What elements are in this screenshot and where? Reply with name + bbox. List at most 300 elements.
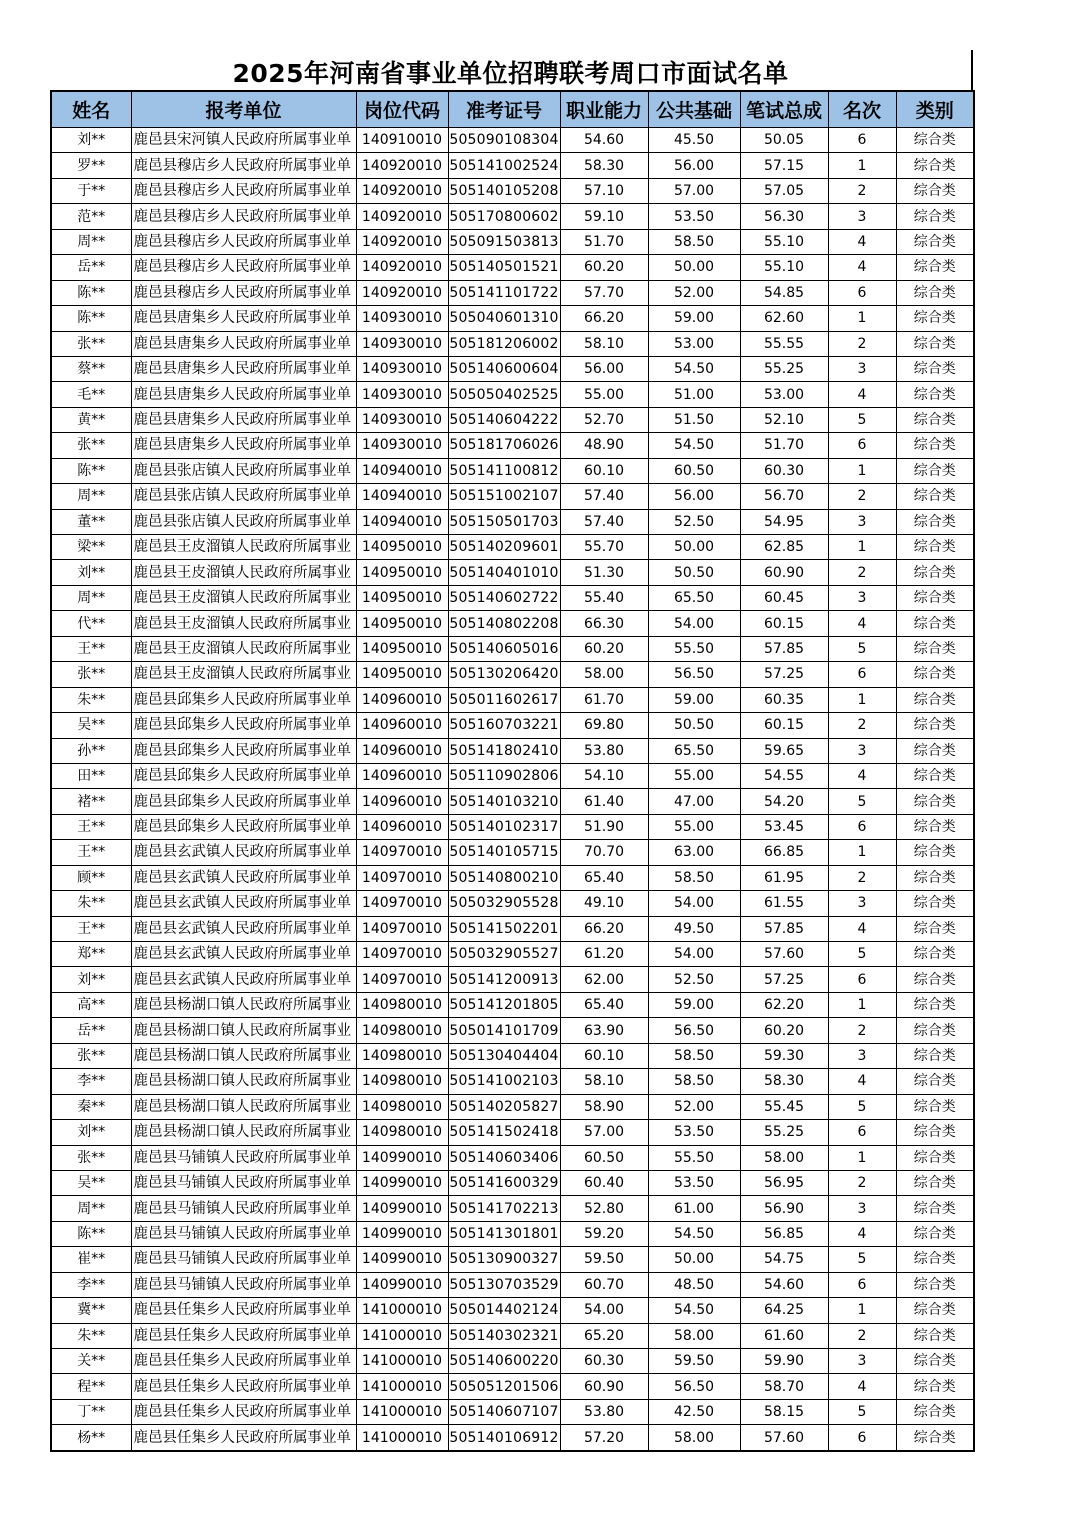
- cell-exam-id[interactable]: 505140802208: [448, 611, 560, 636]
- cell-professional-score[interactable]: 65.20: [560, 1323, 648, 1348]
- table-row[interactable]: [51, 814, 974, 839]
- cell-unit[interactable]: 鹿邑县唐集乡人民政府所属事业单: [131, 433, 356, 458]
- cell-basic-score[interactable]: 51.00: [648, 382, 740, 407]
- cell-unit[interactable]: 鹿邑县玄武镇人民政府所属事业单: [131, 891, 356, 916]
- cell-rank[interactable]: 4: [828, 255, 896, 280]
- cell-post-code[interactable]: 140990010: [356, 1170, 448, 1195]
- cell-name[interactable]: 张**: [51, 1145, 131, 1170]
- table-row[interactable]: [51, 382, 974, 407]
- cell-post-code[interactable]: 140950010: [356, 560, 448, 585]
- cell-rank[interactable]: 1: [828, 458, 896, 483]
- cell-category[interactable]: 综合类: [896, 1120, 974, 1145]
- header-professional-score[interactable]: 职业能力: [560, 91, 648, 128]
- cell-exam-id[interactable]: 505140102317: [448, 814, 560, 839]
- cell-written-total[interactable]: 53.00: [740, 382, 828, 407]
- cell-name[interactable]: 刘**: [51, 967, 131, 992]
- cell-name[interactable]: 陈**: [51, 280, 131, 305]
- cell-written-total[interactable]: 62.60: [740, 306, 828, 331]
- cell-name[interactable]: 王**: [51, 636, 131, 661]
- cell-basic-score[interactable]: 65.50: [648, 585, 740, 610]
- cell-basic-score[interactable]: 59.50: [648, 1349, 740, 1374]
- cell-exam-id[interactable]: 505141002524: [448, 153, 560, 178]
- cell-exam-id[interactable]: 505141802410: [448, 738, 560, 763]
- header-rank[interactable]: 名次: [828, 91, 896, 128]
- cell-exam-id[interactable]: 505140209601: [448, 535, 560, 560]
- cell-category[interactable]: 综合类: [896, 153, 974, 178]
- cell-basic-score[interactable]: 54.50: [648, 433, 740, 458]
- cell-professional-score[interactable]: 58.90: [560, 1094, 648, 1119]
- cell-basic-score[interactable]: 48.50: [648, 1272, 740, 1297]
- cell-professional-score[interactable]: 54.60: [560, 128, 648, 153]
- cell-professional-score[interactable]: 56.00: [560, 356, 648, 381]
- table-row[interactable]: [51, 1349, 974, 1374]
- cell-rank[interactable]: 2: [828, 484, 896, 509]
- header-name[interactable]: 姓名: [51, 91, 131, 128]
- cell-post-code[interactable]: 140990010: [356, 1221, 448, 1246]
- table-row[interactable]: [51, 1145, 974, 1170]
- table-row[interactable]: [51, 916, 974, 941]
- cell-rank[interactable]: 1: [828, 840, 896, 865]
- cell-category[interactable]: 综合类: [896, 611, 974, 636]
- cell-professional-score[interactable]: 51.70: [560, 229, 648, 254]
- cell-unit[interactable]: 鹿邑县穆店乡人民政府所属事业单: [131, 229, 356, 254]
- cell-exam-id[interactable]: 505011602617: [448, 687, 560, 712]
- cell-unit[interactable]: 鹿邑县邱集乡人民政府所属事业单: [131, 789, 356, 814]
- cell-category[interactable]: 综合类: [896, 128, 974, 153]
- cell-name[interactable]: 李**: [51, 1272, 131, 1297]
- cell-basic-score[interactable]: 50.50: [648, 713, 740, 738]
- cell-professional-score[interactable]: 60.10: [560, 458, 648, 483]
- cell-unit[interactable]: 鹿邑县邱集乡人民政府所属事业单: [131, 738, 356, 763]
- cell-written-total[interactable]: 55.10: [740, 255, 828, 280]
- cell-professional-score[interactable]: 60.70: [560, 1272, 648, 1297]
- cell-written-total[interactable]: 54.60: [740, 1272, 828, 1297]
- cell-rank[interactable]: 1: [828, 1145, 896, 1170]
- cell-unit[interactable]: 鹿邑县马铺镇人民政府所属事业单: [131, 1221, 356, 1246]
- cell-professional-score[interactable]: 58.10: [560, 331, 648, 356]
- cell-unit[interactable]: 鹿邑县马铺镇人民政府所属事业单: [131, 1247, 356, 1272]
- cell-rank[interactable]: 6: [828, 967, 896, 992]
- cell-basic-score[interactable]: 54.50: [648, 356, 740, 381]
- cell-name[interactable]: 杨**: [51, 1425, 131, 1451]
- cell-professional-score[interactable]: 57.70: [560, 280, 648, 305]
- cell-professional-score[interactable]: 65.40: [560, 992, 648, 1017]
- cell-name[interactable]: 周**: [51, 1196, 131, 1221]
- cell-category[interactable]: 综合类: [896, 967, 974, 992]
- cell-category[interactable]: 综合类: [896, 407, 974, 432]
- cell-name[interactable]: 张**: [51, 331, 131, 356]
- cell-exam-id[interactable]: 505140205827: [448, 1094, 560, 1119]
- cell-post-code[interactable]: 140950010: [356, 585, 448, 610]
- cell-post-code[interactable]: 140970010: [356, 865, 448, 890]
- table-row[interactable]: [51, 484, 974, 509]
- cell-basic-score[interactable]: 58.50: [648, 229, 740, 254]
- cell-basic-score[interactable]: 58.00: [648, 1425, 740, 1451]
- cell-rank[interactable]: 6: [828, 814, 896, 839]
- cell-unit[interactable]: 鹿邑县玄武镇人民政府所属事业单: [131, 865, 356, 890]
- table-row[interactable]: [51, 1120, 974, 1145]
- cell-rank[interactable]: 5: [828, 1399, 896, 1424]
- cell-rank[interactable]: 6: [828, 128, 896, 153]
- cell-written-total[interactable]: 59.30: [740, 1043, 828, 1068]
- table-row[interactable]: [51, 636, 974, 661]
- table-row[interactable]: [51, 229, 974, 254]
- cell-post-code[interactable]: 141000010: [356, 1298, 448, 1323]
- cell-professional-score[interactable]: 65.40: [560, 865, 648, 890]
- cell-basic-score[interactable]: 55.50: [648, 1145, 740, 1170]
- cell-rank[interactable]: 3: [828, 1043, 896, 1068]
- cell-unit[interactable]: 鹿邑县穆店乡人民政府所属事业单: [131, 280, 356, 305]
- cell-category[interactable]: 综合类: [896, 229, 974, 254]
- cell-exam-id[interactable]: 505130206420: [448, 662, 560, 687]
- cell-exam-id[interactable]: 505140800210: [448, 865, 560, 890]
- cell-basic-score[interactable]: 56.00: [648, 484, 740, 509]
- table-row[interactable]: [51, 535, 974, 560]
- cell-category[interactable]: 综合类: [896, 891, 974, 916]
- cell-unit[interactable]: 鹿邑县任集乡人民政府所属事业单: [131, 1374, 356, 1399]
- cell-post-code[interactable]: 140970010: [356, 916, 448, 941]
- cell-unit[interactable]: 鹿邑县玄武镇人民政府所属事业单: [131, 967, 356, 992]
- cell-basic-score[interactable]: 61.00: [648, 1196, 740, 1221]
- cell-post-code[interactable]: 140930010: [356, 356, 448, 381]
- cell-rank[interactable]: 6: [828, 662, 896, 687]
- cell-unit[interactable]: 鹿邑县王皮溜镇人民政府所属事业: [131, 560, 356, 585]
- cell-exam-id[interactable]: 505140600604: [448, 356, 560, 381]
- cell-exam-id[interactable]: 505050402525: [448, 382, 560, 407]
- cell-post-code[interactable]: 140920010: [356, 229, 448, 254]
- cell-unit[interactable]: 鹿邑县杨湖口镇人民政府所属事业: [131, 992, 356, 1017]
- cell-rank[interactable]: 3: [828, 1196, 896, 1221]
- cell-name[interactable]: 朱**: [51, 687, 131, 712]
- cell-written-total[interactable]: 60.30: [740, 458, 828, 483]
- cell-category[interactable]: 综合类: [896, 1349, 974, 1374]
- table-row[interactable]: [51, 1247, 974, 1272]
- cell-category[interactable]: 综合类: [896, 1221, 974, 1246]
- cell-unit[interactable]: 鹿邑县杨湖口镇人民政府所属事业: [131, 1094, 356, 1119]
- cell-exam-id[interactable]: 505141002103: [448, 1069, 560, 1094]
- cell-written-total[interactable]: 58.15: [740, 1399, 828, 1424]
- cell-category[interactable]: 综合类: [896, 356, 974, 381]
- table-row[interactable]: [51, 763, 974, 788]
- cell-post-code[interactable]: 140980010: [356, 1018, 448, 1043]
- table-row[interactable]: [51, 1018, 974, 1043]
- cell-exam-id[interactable]: 505032905527: [448, 942, 560, 967]
- cell-unit[interactable]: 鹿邑县玄武镇人民政府所属事业单: [131, 942, 356, 967]
- cell-name[interactable]: 关**: [51, 1349, 131, 1374]
- cell-basic-score[interactable]: 55.00: [648, 763, 740, 788]
- cell-basic-score[interactable]: 58.50: [648, 1043, 740, 1068]
- cell-professional-score[interactable]: 60.30: [560, 1349, 648, 1374]
- cell-rank[interactable]: 2: [828, 331, 896, 356]
- cell-exam-id[interactable]: 505181706026: [448, 433, 560, 458]
- header-exam-id[interactable]: 准考证号: [448, 91, 560, 128]
- cell-unit[interactable]: 鹿邑县马铺镇人民政府所属事业单: [131, 1272, 356, 1297]
- cell-unit[interactable]: 鹿邑县穆店乡人民政府所属事业单: [131, 178, 356, 203]
- cell-professional-score[interactable]: 58.30: [560, 153, 648, 178]
- cell-rank[interactable]: 6: [828, 280, 896, 305]
- cell-professional-score[interactable]: 60.40: [560, 1170, 648, 1195]
- table-row[interactable]: [51, 178, 974, 203]
- cell-written-total[interactable]: 55.10: [740, 229, 828, 254]
- cell-unit[interactable]: 鹿邑县马铺镇人民政府所属事业单: [131, 1170, 356, 1195]
- cell-name[interactable]: 崔**: [51, 1247, 131, 1272]
- cell-name[interactable]: 王**: [51, 916, 131, 941]
- cell-unit[interactable]: 鹿邑县唐集乡人民政府所属事业单: [131, 306, 356, 331]
- cell-exam-id[interactable]: 505140105208: [448, 178, 560, 203]
- cell-written-total[interactable]: 56.70: [740, 484, 828, 509]
- cell-category[interactable]: 综合类: [896, 382, 974, 407]
- cell-rank[interactable]: 3: [828, 509, 896, 534]
- cell-unit[interactable]: 鹿邑县玄武镇人民政府所属事业单: [131, 840, 356, 865]
- table-row[interactable]: [51, 306, 974, 331]
- cell-unit[interactable]: 鹿邑县穆店乡人民政府所属事业单: [131, 153, 356, 178]
- cell-post-code[interactable]: 141000010: [356, 1374, 448, 1399]
- cell-written-total[interactable]: 56.85: [740, 1221, 828, 1246]
- table-row[interactable]: [51, 1272, 974, 1297]
- cell-unit[interactable]: 鹿邑县张店镇人民政府所属事业单: [131, 509, 356, 534]
- cell-exam-id[interactable]: 505032905528: [448, 891, 560, 916]
- cell-category[interactable]: 综合类: [896, 433, 974, 458]
- cell-category[interactable]: 综合类: [896, 178, 974, 203]
- cell-unit[interactable]: 鹿邑县穆店乡人民政府所属事业单: [131, 255, 356, 280]
- table-row[interactable]: [51, 713, 974, 738]
- cell-unit[interactable]: 鹿邑县邱集乡人民政府所属事业单: [131, 713, 356, 738]
- cell-basic-score[interactable]: 52.00: [648, 280, 740, 305]
- cell-post-code[interactable]: 140980010: [356, 1120, 448, 1145]
- cell-professional-score[interactable]: 70.70: [560, 840, 648, 865]
- cell-category[interactable]: 综合类: [896, 204, 974, 229]
- table-row[interactable]: [51, 1323, 974, 1348]
- cell-exam-id[interactable]: 505140103210: [448, 789, 560, 814]
- cell-name[interactable]: 罗**: [51, 153, 131, 178]
- cell-basic-score[interactable]: 53.50: [648, 204, 740, 229]
- cell-unit[interactable]: 鹿邑县王皮溜镇人民政府所属事业: [131, 611, 356, 636]
- cell-name[interactable]: 吴**: [51, 713, 131, 738]
- cell-exam-id[interactable]: 505130703529: [448, 1272, 560, 1297]
- cell-rank[interactable]: 6: [828, 433, 896, 458]
- cell-name[interactable]: 田**: [51, 763, 131, 788]
- cell-unit[interactable]: 鹿邑县唐集乡人民政府所属事业单: [131, 407, 356, 432]
- cell-written-total[interactable]: 55.55: [740, 331, 828, 356]
- cell-professional-score[interactable]: 54.10: [560, 763, 648, 788]
- cell-written-total[interactable]: 56.30: [740, 204, 828, 229]
- cell-professional-score[interactable]: 61.70: [560, 687, 648, 712]
- cell-basic-score[interactable]: 50.50: [648, 560, 740, 585]
- cell-unit[interactable]: 鹿邑县王皮溜镇人民政府所属事业: [131, 535, 356, 560]
- cell-rank[interactable]: 3: [828, 1349, 896, 1374]
- cell-category[interactable]: 综合类: [896, 1196, 974, 1221]
- cell-written-total[interactable]: 52.10: [740, 407, 828, 432]
- cell-post-code[interactable]: 140910010: [356, 128, 448, 153]
- cell-name[interactable]: 孙**: [51, 738, 131, 763]
- cell-unit[interactable]: 鹿邑县唐集乡人民政府所属事业单: [131, 382, 356, 407]
- cell-basic-score[interactable]: 55.50: [648, 636, 740, 661]
- cell-professional-score[interactable]: 60.20: [560, 636, 648, 661]
- cell-unit[interactable]: 鹿邑县任集乡人民政府所属事业单: [131, 1323, 356, 1348]
- cell-rank[interactable]: 5: [828, 1094, 896, 1119]
- cell-name[interactable]: 刘**: [51, 560, 131, 585]
- cell-rank[interactable]: 5: [828, 942, 896, 967]
- cell-exam-id[interactable]: 505170800602: [448, 204, 560, 229]
- cell-rank[interactable]: 3: [828, 204, 896, 229]
- cell-basic-score[interactable]: 50.00: [648, 535, 740, 560]
- cell-professional-score[interactable]: 66.30: [560, 611, 648, 636]
- cell-category[interactable]: 综合类: [896, 1323, 974, 1348]
- cell-name[interactable]: 范**: [51, 204, 131, 229]
- cell-written-total[interactable]: 60.90: [740, 560, 828, 585]
- cell-basic-score[interactable]: 42.50: [648, 1399, 740, 1424]
- cell-exam-id[interactable]: 505141702213: [448, 1196, 560, 1221]
- cell-unit[interactable]: 鹿邑县杨湖口镇人民政府所属事业: [131, 1043, 356, 1068]
- cell-rank[interactable]: 4: [828, 1374, 896, 1399]
- table-row[interactable]: [51, 1221, 974, 1246]
- cell-professional-score[interactable]: 55.00: [560, 382, 648, 407]
- cell-unit[interactable]: 鹿邑县马铺镇人民政府所属事业单: [131, 1196, 356, 1221]
- cell-written-total[interactable]: 57.15: [740, 153, 828, 178]
- cell-unit[interactable]: 鹿邑县张店镇人民政府所属事业单: [131, 484, 356, 509]
- table-row[interactable]: [51, 1094, 974, 1119]
- cell-category[interactable]: 综合类: [896, 1018, 974, 1043]
- cell-exam-id[interactable]: 505141600329: [448, 1170, 560, 1195]
- cell-exam-id[interactable]: 505141301801: [448, 1221, 560, 1246]
- cell-basic-score[interactable]: 54.50: [648, 1221, 740, 1246]
- cell-post-code[interactable]: 140970010: [356, 967, 448, 992]
- cell-basic-score[interactable]: 51.50: [648, 407, 740, 432]
- cell-name[interactable]: 褚**: [51, 789, 131, 814]
- cell-rank[interactable]: 1: [828, 1298, 896, 1323]
- cell-unit[interactable]: 鹿邑县唐集乡人民政府所属事业单: [131, 356, 356, 381]
- table-row[interactable]: [51, 458, 974, 483]
- cell-post-code[interactable]: 140940010: [356, 509, 448, 534]
- cell-exam-id[interactable]: 505040601310: [448, 306, 560, 331]
- cell-post-code[interactable]: 140980010: [356, 1094, 448, 1119]
- cell-exam-id[interactable]: 505091503813: [448, 229, 560, 254]
- cell-written-total[interactable]: 60.35: [740, 687, 828, 712]
- cell-rank[interactable]: 3: [828, 891, 896, 916]
- cell-unit[interactable]: 鹿邑县王皮溜镇人民政府所属事业: [131, 662, 356, 687]
- cell-written-total[interactable]: 57.60: [740, 942, 828, 967]
- cell-professional-score[interactable]: 60.10: [560, 1043, 648, 1068]
- cell-rank[interactable]: 1: [828, 306, 896, 331]
- table-row[interactable]: [51, 840, 974, 865]
- cell-post-code[interactable]: 140930010: [356, 306, 448, 331]
- cell-name[interactable]: 程**: [51, 1374, 131, 1399]
- cell-exam-id[interactable]: 505140600220: [448, 1349, 560, 1374]
- cell-name[interactable]: 王**: [51, 840, 131, 865]
- cell-category[interactable]: 综合类: [896, 509, 974, 534]
- cell-rank[interactable]: 1: [828, 535, 896, 560]
- cell-basic-score[interactable]: 53.50: [648, 1120, 740, 1145]
- cell-written-total[interactable]: 55.25: [740, 1120, 828, 1145]
- cell-name[interactable]: 代**: [51, 611, 131, 636]
- cell-name[interactable]: 李**: [51, 1069, 131, 1094]
- cell-exam-id[interactable]: 505181206002: [448, 331, 560, 356]
- cell-exam-id[interactable]: 505110902806: [448, 763, 560, 788]
- cell-exam-id[interactable]: 505141201805: [448, 992, 560, 1017]
- table-row[interactable]: [51, 662, 974, 687]
- cell-written-total[interactable]: 55.45: [740, 1094, 828, 1119]
- cell-category[interactable]: 综合类: [896, 942, 974, 967]
- cell-professional-score[interactable]: 55.40: [560, 585, 648, 610]
- cell-written-total[interactable]: 54.85: [740, 280, 828, 305]
- cell-category[interactable]: 综合类: [896, 484, 974, 509]
- cell-post-code[interactable]: 140930010: [356, 433, 448, 458]
- table-row[interactable]: [51, 1043, 974, 1068]
- cell-category[interactable]: 综合类: [896, 1425, 974, 1451]
- cell-exam-id[interactable]: 505141101722: [448, 280, 560, 305]
- table-row[interactable]: [51, 865, 974, 890]
- cell-category[interactable]: 综合类: [896, 535, 974, 560]
- cell-rank[interactable]: 1: [828, 153, 896, 178]
- cell-basic-score[interactable]: 56.00: [648, 153, 740, 178]
- cell-basic-score[interactable]: 52.00: [648, 1094, 740, 1119]
- cell-exam-id[interactable]: 505014402124: [448, 1298, 560, 1323]
- cell-professional-score[interactable]: 66.20: [560, 916, 648, 941]
- table-row[interactable]: [51, 153, 974, 178]
- cell-name[interactable]: 朱**: [51, 1323, 131, 1348]
- cell-rank[interactable]: 1: [828, 992, 896, 1017]
- cell-post-code[interactable]: 140920010: [356, 153, 448, 178]
- cell-basic-score[interactable]: 58.50: [648, 1069, 740, 1094]
- cell-written-total[interactable]: 54.20: [740, 789, 828, 814]
- cell-basic-score[interactable]: 49.50: [648, 916, 740, 941]
- cell-category[interactable]: 综合类: [896, 687, 974, 712]
- cell-exam-id[interactable]: 505090108304: [448, 128, 560, 153]
- cell-name[interactable]: 冀**: [51, 1298, 131, 1323]
- cell-professional-score[interactable]: 60.50: [560, 1145, 648, 1170]
- table-row[interactable]: [51, 992, 974, 1017]
- cell-written-total[interactable]: 61.95: [740, 865, 828, 890]
- cell-post-code[interactable]: 140960010: [356, 789, 448, 814]
- cell-rank[interactable]: 4: [828, 229, 896, 254]
- cell-post-code[interactable]: 140950010: [356, 662, 448, 687]
- cell-exam-id[interactable]: 505140604222: [448, 407, 560, 432]
- cell-category[interactable]: 综合类: [896, 814, 974, 839]
- cell-category[interactable]: 综合类: [896, 1247, 974, 1272]
- cell-written-total[interactable]: 59.90: [740, 1349, 828, 1374]
- cell-post-code[interactable]: 140960010: [356, 763, 448, 788]
- cell-exam-id[interactable]: 505014101709: [448, 1018, 560, 1043]
- cell-written-total[interactable]: 53.45: [740, 814, 828, 839]
- cell-category[interactable]: 综合类: [896, 1374, 974, 1399]
- cell-post-code[interactable]: 140950010: [356, 535, 448, 560]
- cell-professional-score[interactable]: 60.90: [560, 1374, 648, 1399]
- cell-rank[interactable]: 3: [828, 738, 896, 763]
- cell-professional-score[interactable]: 51.30: [560, 560, 648, 585]
- cell-category[interactable]: 综合类: [896, 763, 974, 788]
- cell-category[interactable]: 综合类: [896, 992, 974, 1017]
- cell-name[interactable]: 顾**: [51, 865, 131, 890]
- cell-unit[interactable]: 鹿邑县任集乡人民政府所属事业单: [131, 1399, 356, 1424]
- cell-written-total[interactable]: 57.25: [740, 662, 828, 687]
- cell-post-code[interactable]: 140920010: [356, 255, 448, 280]
- cell-written-total[interactable]: 56.90: [740, 1196, 828, 1221]
- cell-name[interactable]: 岳**: [51, 1018, 131, 1043]
- cell-unit[interactable]: 鹿邑县邱集乡人民政府所属事业单: [131, 687, 356, 712]
- cell-category[interactable]: 综合类: [896, 280, 974, 305]
- cell-exam-id[interactable]: 505140106912: [448, 1425, 560, 1451]
- cell-unit[interactable]: 鹿邑县邱集乡人民政府所属事业单: [131, 814, 356, 839]
- cell-rank[interactable]: 4: [828, 1069, 896, 1094]
- cell-rank[interactable]: 6: [828, 1425, 896, 1451]
- cell-professional-score[interactable]: 60.20: [560, 255, 648, 280]
- header-unit[interactable]: 报考单位: [131, 91, 356, 128]
- cell-professional-score[interactable]: 54.00: [560, 1298, 648, 1323]
- cell-category[interactable]: 综合类: [896, 1145, 974, 1170]
- cell-post-code[interactable]: 140930010: [356, 382, 448, 407]
- cell-written-total[interactable]: 54.75: [740, 1247, 828, 1272]
- cell-category[interactable]: 综合类: [896, 789, 974, 814]
